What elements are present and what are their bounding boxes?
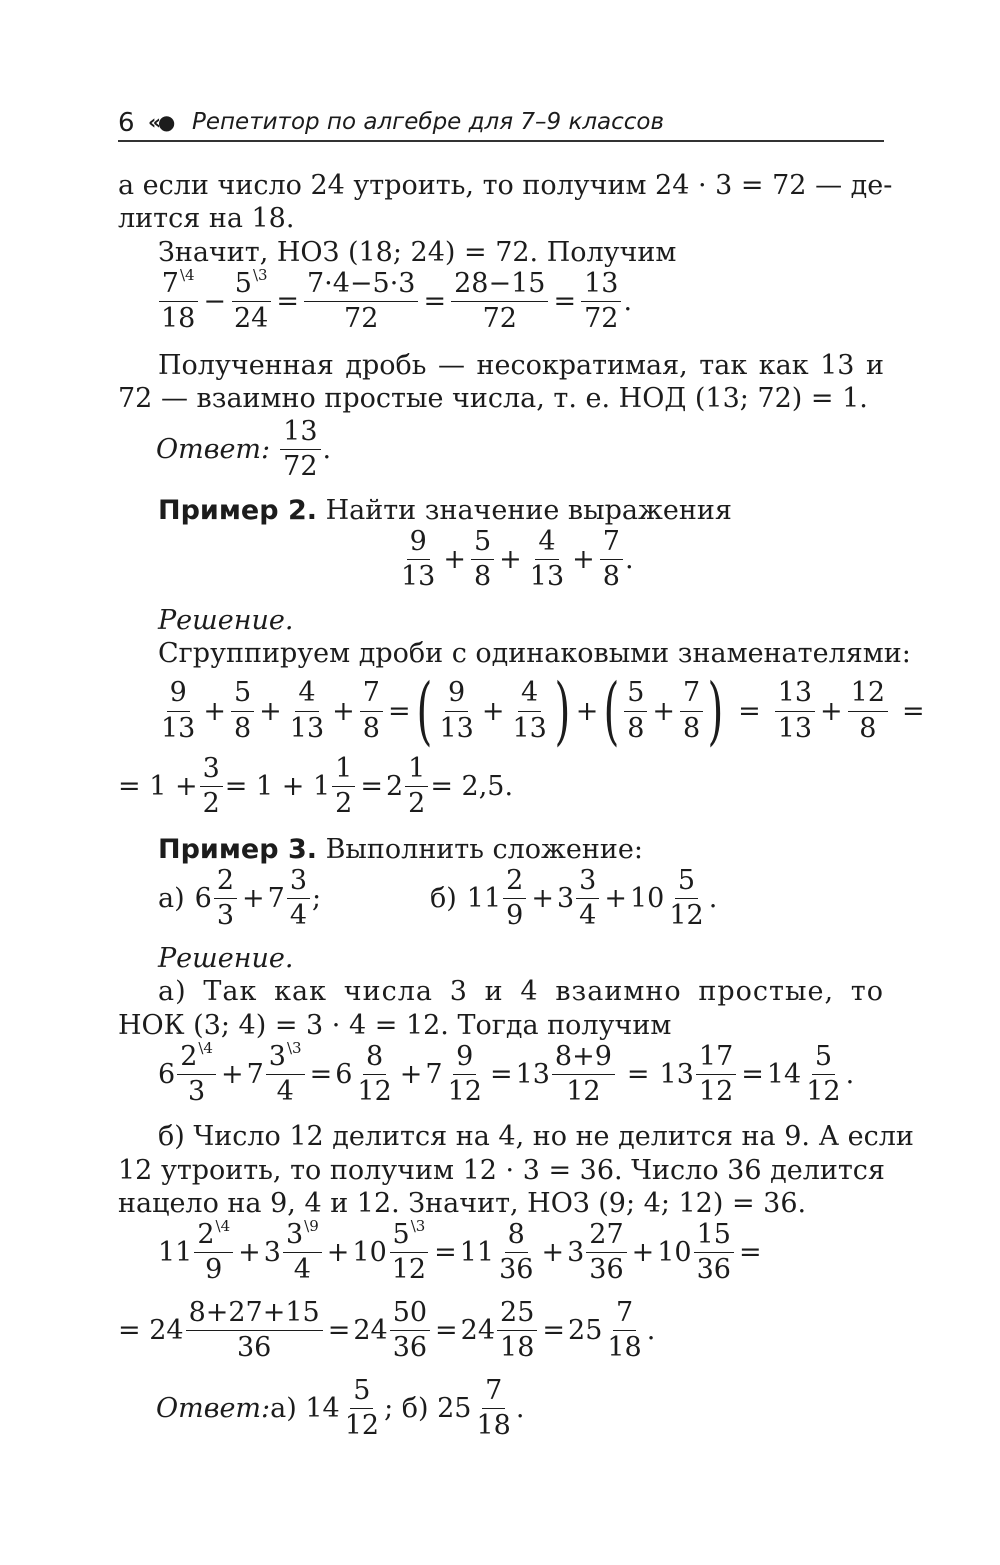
fraction: 13 72 <box>280 418 320 482</box>
equation-5: 11 $2^{\backslash 4}$ 9 + 3 $3^{\backslash 9}$ 4 + 10 $5^{\backslash 3}$ 12 = 11 8 36 + 3 27 36 + 10 15 36 = <box>158 1217 762 1286</box>
answer-label: Ответ: <box>156 1393 271 1425</box>
text-line: б) Число 12 делится на 4, но не делится на 9. А если <box>158 1121 914 1152</box>
equation-1: $7^{\backslash 4}$ 18 − $\frac{5^{\backslash 3}}{24}$ = $\frac{7\cdot 4-5\cdot 3}{72}$ = $\frac{28-15}{72}$ = $\frac{13}{72}$ . <box>156 270 632 334</box>
solution-label: Решение. <box>158 943 294 974</box>
text-line: 12 утроить, то получим 12 · 3 = 36. Число 36 делится <box>118 1155 885 1186</box>
example-label: Пример 3. <box>158 834 317 865</box>
example-3-heading: Пример 3. Выполнить сложение: <box>158 834 643 865</box>
fraction: $7^{\backslash 4}$ 18 <box>158 270 198 334</box>
text-line: а если число 24 утроить, то получим 24 · 3 = 72 — де- <box>118 170 893 201</box>
solution-label: Решение. <box>158 605 294 636</box>
equation-5-cont: = 24 $\frac{8+27+15}{36}$ = 24 50 36 = 24 25 18 = 25 7 18 . <box>118 1297 656 1364</box>
text-line: нацело на 9, 4 и 12. Значит, НОЗ (9; 4; 12) = 36. <box>118 1188 807 1219</box>
ornament-icon: «● <box>148 110 173 134</box>
task-a: а) 6 2 3 + 7 3 4 ; <box>158 865 322 932</box>
answer-1: Ответ: 13 72 . <box>156 416 332 483</box>
fraction: $\frac{5^{\backslash 3}}{24}$ <box>231 270 271 334</box>
text-line: а) Так как числа 3 и 4 взаимно простые, то <box>158 976 884 1007</box>
example-2-heading: Пример 2. Найти значение выражения <box>158 495 732 526</box>
page-number: 6 <box>118 108 135 138</box>
answer-label: Ответ: <box>156 434 271 466</box>
answer-2: Ответ: а) 14 5 12 ; б) 25 7 18 . <box>156 1375 525 1442</box>
equation-3: 9 13 + $\frac{5}{8}$ + $\frac{4}{13}$ + $\frac{7}{8}$ = ( 9 13 + $\frac{4}{13}$ ) + ( 5 8 + $\frac{7}{8}$ ) = $\frac{13}{13}$ + $\frac{12}{8}$ = <box>161 668 925 754</box>
text-line: лится на 18. <box>118 203 295 234</box>
text-line: НОК (3; 4) = 3 · 4 = 12. Тогда получим <box>118 1010 672 1041</box>
running-header <box>118 106 884 142</box>
fraction: $\frac{13}{72}$ <box>581 270 621 334</box>
text-line: Значит, НОЗ (18; 24) = 72. Получим <box>158 237 677 268</box>
equation-2: 9 13 + $\frac{5}{8}$ + $\frac{4}{13}$ + $\frac{7}{8}$ . <box>401 526 634 593</box>
running-title: Репетитор по алгебре для 7–9 классов <box>192 109 665 135</box>
text-line: 72 — взаимно простые числа, т. е. НОД (13; 72) = 1. <box>118 383 868 414</box>
equation-3-cont: = 1 + $\frac{3}{2}$ = 1 + 1 $\frac{1}{2}$ = 2 $\frac{1}{2}$ = 2,5. <box>118 753 514 820</box>
fraction: $\frac{7\cdot 4-5\cdot 3}{72}$ <box>304 270 419 334</box>
fraction: $\frac{28-15}{72}$ <box>451 270 548 334</box>
text-line: Сгруппируем дроби с одинаковыми знаменателями: <box>158 638 911 669</box>
text-line: Полученная дробь — несократимая, так как 13 и <box>158 350 884 381</box>
equation-4: 6 $2^{\backslash 4}$ 3 + 7 $3^{\backslash 3}$ 4 = 6 8 12 + 7 9 12 = 13 8+9 12 = 13 17 12 = 14 5 12 . <box>158 1039 855 1108</box>
example-label: Пример 2. <box>158 495 317 526</box>
task-b: б) 11 2 9 + 3 3 4 + 10 5 12 . <box>430 865 718 932</box>
